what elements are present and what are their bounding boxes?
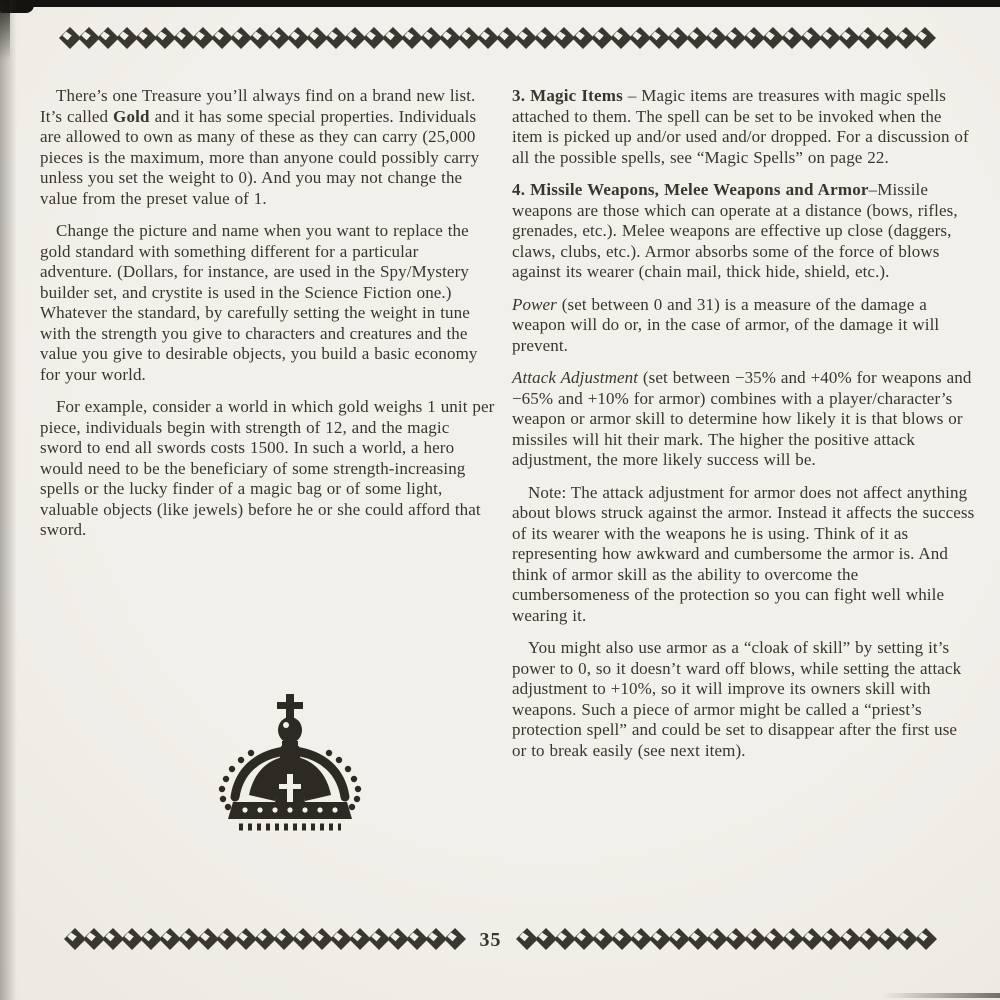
body-text: Change the picture and name when you want to replace the gold standard with something different for a particular adventure. (Dollars, for instance, are used in the Spy/Mystery builder set, and crystite is used in the Science Fiction one.) Whatever the standard, by carefully setting the weight in tune with the strength you give to characters and creatures and the value you give to desirable objects, you build a basic economy for your world. (40, 221, 478, 384)
right-column (512, 86, 975, 773)
italic-text: Attack Adjustment (512, 368, 639, 387)
paragraph (512, 295, 975, 357)
body-text: For example, consider a world in which gold weighs 1 unit per piece, individuals begin with strength of 12, and the magic sword to end all swords costs 1500. In such a world, a hero would need to be the beneficiary of some strength-increasing spells or the lucky finder of a magic bag or of some light, valuable objects (like jewels) before he or she could afford that sword. (40, 397, 495, 539)
scan-corner-smudge (0, 0, 10, 60)
paragraph (512, 180, 975, 283)
scan-edge-bottom-right (882, 993, 1000, 998)
scan-edge-left (0, 0, 17, 1000)
bold-text: 3. Magic Items (512, 86, 623, 105)
paragraph (40, 397, 495, 541)
bold-text: 4. Missile Weapons, Melee Weapons and Armor (512, 180, 869, 199)
page-footer (56, 925, 944, 953)
italic-text: Power (512, 294, 557, 314)
body-text: – Magic items are treasures with magic spells attached to them. The spell can be set to be invoked when the item is picked up and/or used and/or dropped. For a discussion of all the possible spells, see “Magic Spells” on page 22. (512, 86, 969, 167)
crown-illustration (205, 690, 375, 845)
body-text: –Missile weapons are those which can operate at a distance (bows, rifles, grenades, etc.). Melee weapons are effective up close (daggers, claws, clubs, etc.). Armor absorbs some of the force of blows against its wearer (chain mail, thick hide, shield, etc.). (512, 180, 958, 281)
paragraph (512, 483, 975, 627)
chain-border-bottom-left-icon (63, 926, 467, 952)
paragraph (40, 221, 495, 385)
body-text: and it has some special properties. Individuals are allowed to own as many of these as they can carry (25,000 pieces is the maximum, more than anyone could possibly carry unless you set the weight to 0). And you may not change the value from the preset value of 1. (40, 106, 480, 208)
paragraph (40, 86, 495, 209)
page-number: 35 (479, 929, 502, 951)
left-column (40, 86, 495, 553)
chain-border-top-icon (58, 25, 942, 51)
paragraph (512, 638, 975, 761)
chain-border-bottom-right-icon (515, 926, 938, 952)
scan-edge-top (0, 0, 1000, 7)
paragraph (512, 86, 975, 168)
body-text: There’s one Treasure you’ll always find on a brand new list. It’s called (40, 86, 476, 126)
body-text: Note: The attack adjustment for armor does not affect anything about blows struck against the armor. Instead it affects the success of its wearer with the weapons he is using. Think of it as representing how awkward and cumbersome the armor is. And think of armor skill as the ability to overcome the cumbersomeness of the protection so you can fight well while wearing it. (512, 482, 975, 625)
paragraph (512, 368, 975, 471)
body-text: You might also use armor as a “cloak of skill” by setting it’s power to 0, so it doesn’t ward off blows, while setting the attack adjustment to +10%, so it will improve its owners skill with weapons. Such a piece of armor might be called a “priest’s protection spell” and could be set to disappear after the first use or to break easily (see next item). (512, 638, 962, 760)
body-text: (set between 0 and 31) is a measure of the damage a weapon will do or, in the case of armor, of the damage it will prevent. (512, 294, 940, 355)
bold-text: Gold (113, 106, 150, 126)
body-text: (set between −35% and +40% for weapons and −65% and +10% for armor) combines with a player/character’s weapon or armor skill to determine how likely it is that blows or missiles will hit their mark. The higher the positive attack adjustment, the more likely success will be. (512, 368, 972, 469)
